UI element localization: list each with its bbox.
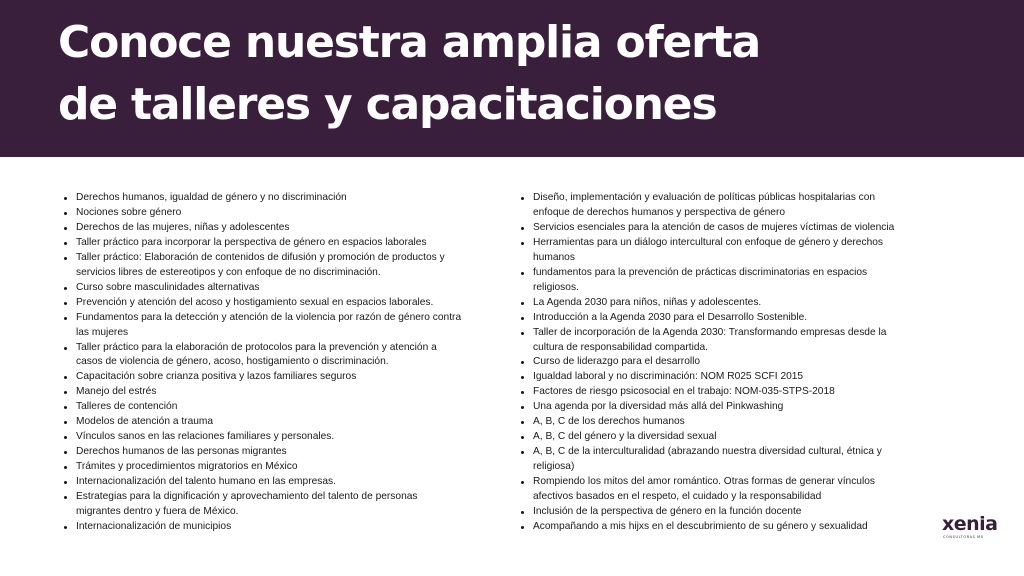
list-item: Capacitación sobre crianza positiva y lazos familiares seguros	[62, 370, 462, 385]
list-item: Taller práctico para incorporar la perspectiva de género en espacios laborales	[62, 236, 462, 251]
list-item: Talleres de contención	[62, 400, 462, 415]
list-item: Fundamentos para la detección y atención de la violencia por razón de género contra las mujeres	[62, 311, 462, 341]
list-item: Introducción a la Agenda 2030 para el Desarrollo Sostenible.	[519, 311, 911, 326]
list-item: Rompiendo los mitos del amor romántico. Otras formas de generar vínculos afectivos basados en el respeto, el cuidado y la responsabilidad	[519, 475, 911, 505]
list-item: Diseño, implementación y evaluación de políticas públicas hospitalarias con enfoque de derechos humanos y perspectiva de género	[519, 191, 911, 221]
list-item: Derechos humanos de las personas migrantes	[62, 445, 462, 460]
page-title-line-1: Conoce nuestra amplia oferta	[58, 17, 760, 68]
logo-wordmark: xenia	[942, 513, 998, 535]
header-banner	[0, 0, 1024, 157]
list-item: Taller de incorporación de la Agenda 2030: Transformando empresas desde la cultura de responsabilidad compartida.	[519, 326, 911, 356]
list-item: Inclusión de la perspectiva de género en la función docente	[519, 505, 911, 520]
list-item: Internacionalización de municipios	[62, 520, 462, 535]
list-item: Internacionalización del talento humano en las empresas.	[62, 475, 462, 490]
list-item: Manejo del estrés	[62, 385, 462, 400]
xenia-logo	[942, 514, 1012, 544]
list-item: Estrategias para la dignificación y aprovechamiento del talento de personas migrantes dentro y fuera de México.	[62, 490, 462, 520]
list-item: fundamentos para la prevención de prácticas discriminatorias en espacios religiosos.	[519, 266, 911, 296]
list-item: Igualdad laboral y no discriminación: NOM R025 SCFI 2015	[519, 370, 911, 385]
list-item: A, B, C de la interculturalidad (abrazando nuestra diversidad cultural, étnica y religiosa)	[519, 445, 911, 475]
page-title-line-2: de talleres y capacitaciones	[58, 79, 717, 130]
list-item: A, B, C del género y la diversidad sexual	[519, 430, 911, 445]
list-item: Acompañando a mis hijxs en el descubrimiento de su género y sexualidad	[519, 520, 911, 535]
list-item: Prevención y atención del acoso y hostigamiento sexual en espacios laborales.	[62, 296, 462, 311]
list-item: Factores de riesgo psicosocial en el trabajo: NOM-035-STPS-2018	[519, 385, 911, 400]
list-item: Una agenda por la diversidad más allá del Pinkwashing	[519, 400, 911, 415]
page-title	[58, 12, 760, 136]
list-item: Servicios esenciales para la atención de casos de mujeres víctimas de violencia	[519, 221, 911, 236]
list-item: Trámites y procedimientos migratorios en México	[62, 460, 462, 475]
list-item: Taller práctico para la elaboración de protocolos para la prevención y atención a casos de violencia de género, acoso, hostigamiento o discriminación.	[62, 341, 462, 371]
workshop-list-left	[62, 191, 462, 535]
list-item: Herramientas para un diálogo intercultural con enfoque de género y derechos humanos	[519, 236, 911, 266]
list-item: Vínculos sanos en las relaciones familiares y personales.	[62, 430, 462, 445]
list-item: Nociones sobre género	[62, 206, 462, 221]
list-item: Taller práctico: Elaboración de contenidos de difusión y promoción de productos y servicios libres de estereotipos y con enfoque de no discriminación.	[62, 251, 462, 281]
list-item: Derechos de las mujeres, niñas y adolescentes	[62, 221, 462, 236]
list-item: A, B, C de los derechos humanos	[519, 415, 911, 430]
list-item: Modelos de atención a trauma	[62, 415, 462, 430]
list-item: Curso de liderazgo para el desarrollo	[519, 355, 911, 370]
logo-tagline: CONSULTORAS MX	[943, 535, 984, 539]
workshop-list-right	[519, 191, 911, 535]
list-item: Curso sobre masculinidades alternativas	[62, 281, 462, 296]
list-item: La Agenda 2030 para niños, niñas y adolescentes.	[519, 296, 911, 311]
list-item: Derechos humanos, igualdad de género y no discriminación	[62, 191, 462, 206]
